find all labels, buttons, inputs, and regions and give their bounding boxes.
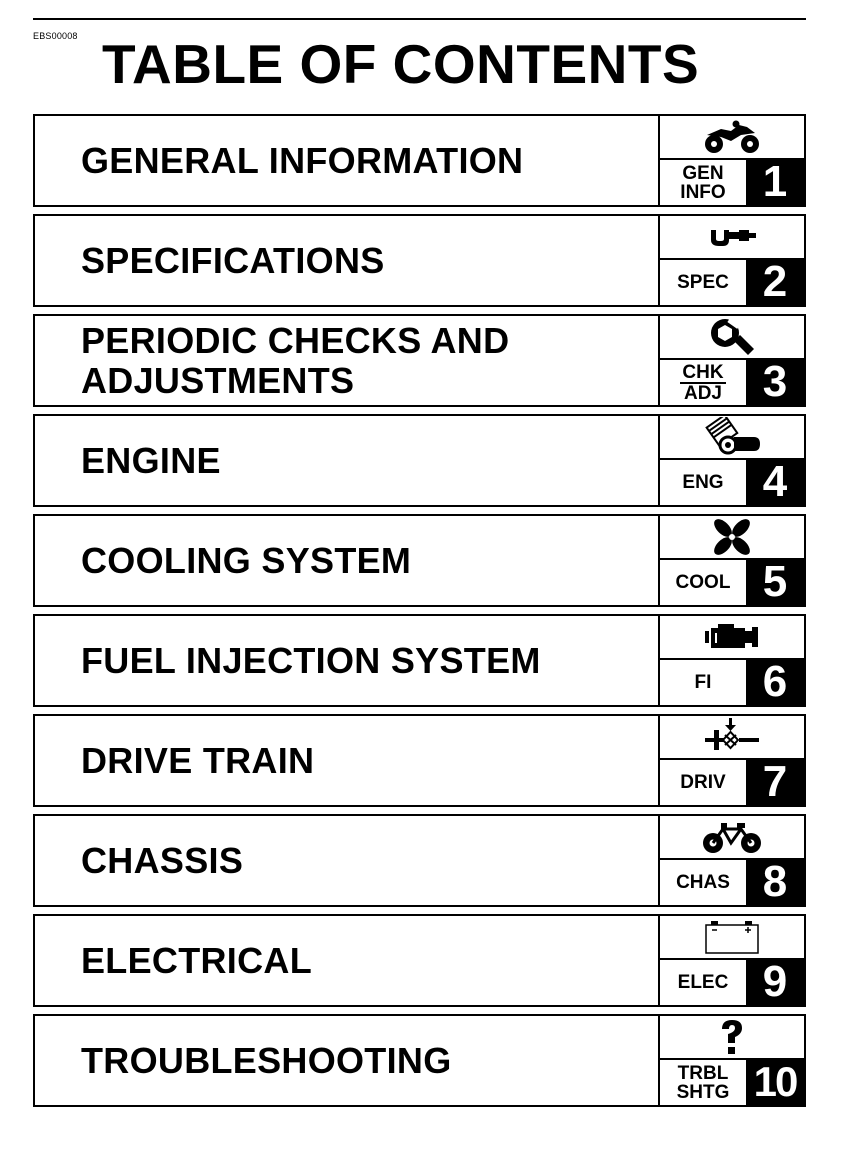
engine-icon (660, 616, 804, 658)
chapter-tab (660, 1016, 804, 1105)
title-cell (35, 316, 660, 405)
chapter-tab (660, 616, 804, 705)
chapter-tab (660, 216, 804, 305)
chapter-tab (660, 116, 804, 205)
piston-icon (660, 416, 804, 458)
title-cell (35, 416, 660, 505)
title-cell (35, 116, 660, 205)
chapter-title: GENERAL INFORMATION (81, 139, 524, 181)
chapter-title: ELECTRICAL (81, 939, 312, 981)
drivetrain-icon (660, 716, 804, 758)
chapter-title: DRIVE TRAIN (81, 739, 315, 781)
battery-icon (660, 916, 804, 958)
chapter-title: SPECIFICATIONS (81, 239, 385, 281)
chapter-title: COOLING SYSTEM (81, 539, 412, 581)
tab-abbr-line1: TRBL (677, 1062, 729, 1084)
chassis-icon (660, 816, 804, 858)
toc-row-drive-train[interactable] (33, 714, 806, 807)
atv-icon (660, 116, 804, 158)
tab-abbr-line1: ELEC (677, 972, 729, 993)
chapter-title: ENGINE (81, 439, 221, 481)
toc-row-fuel-injection[interactable] (33, 614, 806, 707)
tab-abbr-line1: FI (694, 672, 712, 693)
toc-row-engine[interactable] (33, 414, 806, 507)
chapter-number: 9 (746, 960, 804, 1005)
chapter-tab (660, 716, 804, 805)
tab-abbr-line1: COOL (675, 572, 731, 593)
title-cell (35, 516, 660, 605)
toc-row-troubleshooting[interactable] (33, 1014, 806, 1107)
title-cell (35, 916, 660, 1005)
chapter-number: 10 (746, 1060, 804, 1105)
top-rule (33, 18, 806, 20)
title-cell (35, 216, 660, 305)
tab-abbr-line2: INFO (680, 181, 726, 203)
tab-abbr-line1: CHK (682, 361, 724, 383)
toc-row-chassis[interactable] (33, 814, 806, 907)
chapter-title: PERIODIC CHECKS AND ADJUSTMENTS (81, 319, 510, 401)
chapter-number: 7 (746, 760, 804, 805)
wrench-icon (660, 316, 804, 358)
chapter-tab (660, 416, 804, 505)
fan-icon (660, 516, 804, 558)
chapter-tab (660, 816, 804, 905)
question-icon (660, 1016, 804, 1058)
tab-abbr-line1: CHAS (676, 872, 730, 893)
chapter-title: CHASSIS (81, 839, 244, 881)
toc-row-general-information[interactable] (33, 114, 806, 207)
toc-row-specifications[interactable] (33, 214, 806, 307)
chapter-tab (660, 916, 804, 1005)
title-cell (35, 716, 660, 805)
title-cell (35, 1016, 660, 1105)
toc-row-periodic-checks[interactable] (33, 314, 806, 407)
tab-abbr-line1: GEN (682, 162, 724, 184)
page-title: TABLE OF CONTENTS (102, 33, 700, 95)
tab-abbr-line1: ENG (682, 472, 724, 493)
tab-abbr-line2: SHTG (676, 1081, 730, 1103)
chapter-tab (660, 316, 804, 405)
chapter-number: 8 (746, 860, 804, 905)
chapter-tab (660, 516, 804, 605)
tab-abbr-line1: SPEC (677, 272, 729, 293)
chapter-number: 5 (746, 560, 804, 605)
chapter-number: 4 (746, 460, 804, 505)
tab-abbr-line1: DRIV (680, 772, 726, 793)
chapter-title: TROUBLESHOOTING (81, 1039, 452, 1081)
title-cell (35, 616, 660, 705)
toc-row-electrical[interactable] (33, 914, 806, 1007)
chapter-number: 1 (746, 160, 804, 205)
chapter-number: 3 (746, 360, 804, 405)
chapter-number: 6 (746, 660, 804, 705)
title-cell (35, 816, 660, 905)
chapter-number: 2 (746, 260, 804, 305)
micrometer-icon (660, 216, 804, 258)
chapter-title: FUEL INJECTION SYSTEM (81, 639, 541, 681)
tab-abbr-line2: ADJ (683, 382, 722, 404)
toc-row-cooling-system[interactable] (33, 514, 806, 607)
document-code: EBS00008 (33, 31, 78, 41)
